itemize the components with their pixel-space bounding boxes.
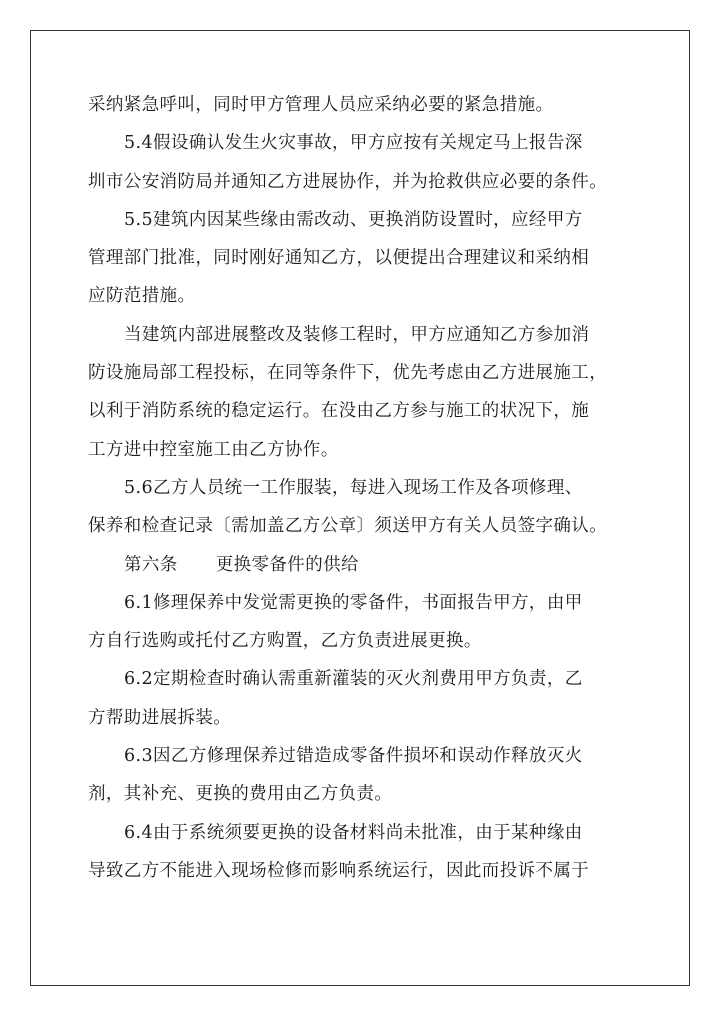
- text-line: 应防范措施。: [88, 286, 196, 307]
- text-line: 方帮助进展拆装。: [88, 707, 232, 728]
- text-line: 工方进中控室施工由乙方协作。: [88, 439, 339, 460]
- text-line: 管理部门批准，同时刚好通知乙方，以便提出合理建议和采纳相: [88, 248, 590, 269]
- article-number: 第六条: [124, 554, 178, 575]
- text-line: 方自行选购或托付乙方购置，乙方负责进展更换。: [88, 631, 482, 652]
- clause-6-1: 6.1修理保养中发觉需更换的零备件，书面报告甲方，由甲: [124, 592, 583, 613]
- text-line: 圳市公安消防局并通知乙方进展协作，并为抢救供应必要的条件。: [88, 171, 608, 192]
- clause-6-4: 6.4由于系统须要更换的设备材料尚未批准，由于某种缘由: [124, 822, 583, 843]
- text-line: 采纳紧急呼叫，同时甲方管理人员应采纳必要的紧急措施。: [88, 95, 554, 115]
- article-6-heading: [88, 546, 638, 584]
- clause-6-3: 6.3因乙方修理保养过错造成零备件损坏和误动作释放灭火: [124, 746, 583, 767]
- clause-5-6: 5.6乙方人员统一工作服装，每进入现场工作及各项修理、: [124, 477, 583, 498]
- text-line: 以利于消防系统的稳定运行。在没由乙方参与施工的状况下，施: [88, 401, 590, 422]
- text-line: 保养和检查记录〔需加盖乙方公章〕须送甲方有关人员签字确认。: [88, 516, 608, 537]
- clause-5-4: 5.4假设确认发生火灾事故，甲方应按有关规定马上报告深: [124, 133, 583, 154]
- document-body: [88, 86, 638, 890]
- text-line: 导致乙方不能进入现场检修而影响系统运行，因此而投诉不属于: [88, 860, 590, 881]
- paragraph-renovation: 当建筑内部进展整改及装修工程时，甲方应通知乙方参加消: [124, 324, 590, 345]
- text-line: 防设施局部工程投标，在同等条件下，优先考虑由乙方进展施工，: [88, 363, 608, 384]
- text-line: 剂，其补充、更换的费用由乙方负责。: [88, 784, 393, 805]
- clause-5-5: 5.5建筑内因某些缘由需改动、更换消防设置时，应经甲方: [124, 209, 583, 230]
- article-title: 更换零备件的供给: [215, 554, 359, 575]
- clause-6-2: 6.2定期检查时确认需重新灌装的灭火剂费用甲方负责，乙: [124, 669, 583, 690]
